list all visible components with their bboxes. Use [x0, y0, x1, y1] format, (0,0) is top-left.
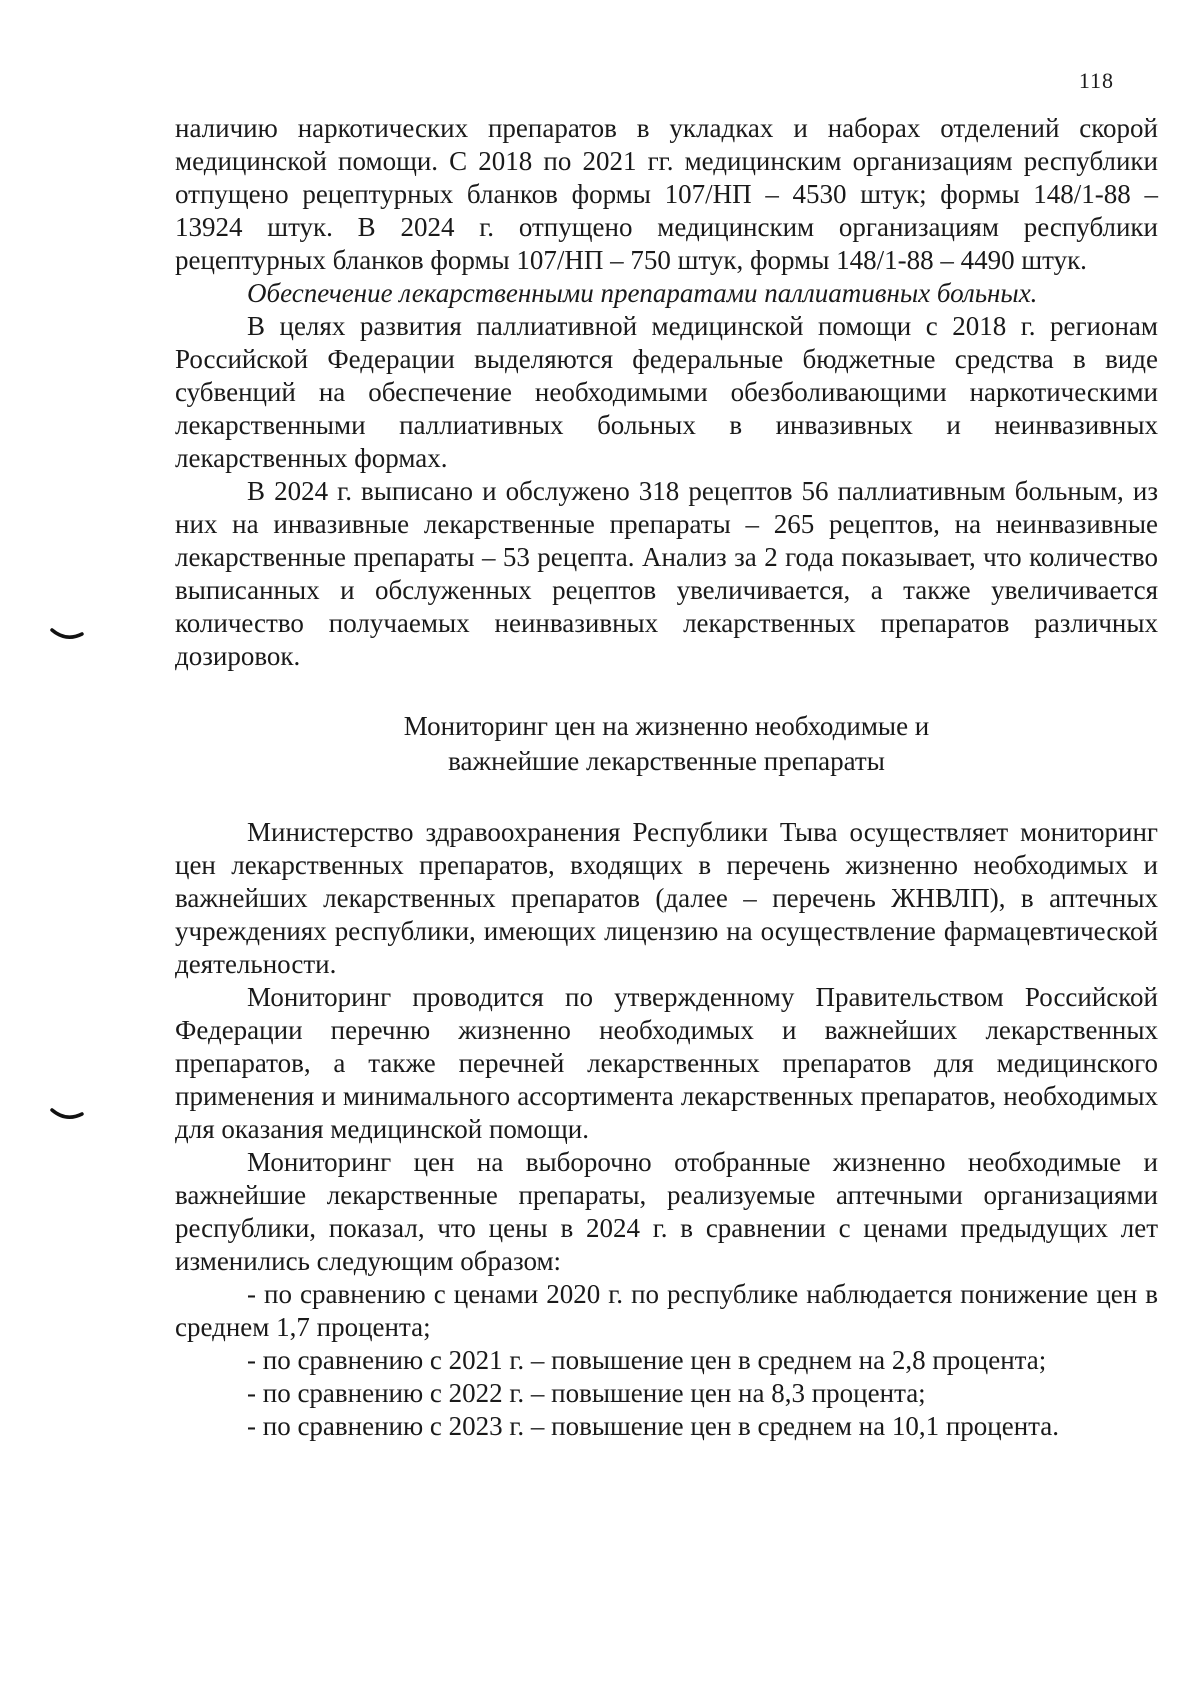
paragraph: В целях развития паллиативной медицинской помощи с 2018 г. регионам Российской Федерации выделяются федеральные бюджетные средства в виде субвенций на обеспечение необходимыми обезболивающими наркотическими лекарственными паллиативных больных в инвазивных и неинвазивных лекарственных формах. — [175, 311, 1158, 473]
section-title-line: Мониторинг цен на жизненно необходимые и — [403, 711, 930, 741]
section-title-line: важнейшие лекарственные препараты — [448, 746, 885, 776]
subheading: Обеспечение лекарственными препаратами паллиативных больных. — [247, 278, 1038, 308]
list-item: - по сравнению с 2022 г. – повышение цен на 8,3 процента; — [247, 1378, 926, 1408]
margin-mark — [50, 1108, 84, 1120]
paragraph: Мониторинг цен на выборочно отобранные жизненно необходимые и важнейшие лекарственные препараты, реализуемые аптечными организациями республики, показал, что цены в 2024 г. в сравнении с ценами предыдущих лет изменились следующим образом: — [175, 1147, 1158, 1276]
paragraph: Мониторинг проводится по утвержденному Правительством Российской Федерации перечню жизненно необходимых и важнейших лекарственных препаратов, а также перечней лекарственных препаратов для медицинского применения и минимального ассортимента лекарственных препаратов, необходимых для оказания медицинской помощи. — [175, 982, 1158, 1144]
section-title — [175, 709, 1158, 779]
document-body — [175, 112, 1158, 1443]
paragraph: Министерство здравоохранения Республики Тыва осуществляет мониторинг цен лекарственных препаратов, входящих в перечень жизненно необходимых и важнейших лекарственных препаратов (далее – перечень ЖНВЛП), в аптечных учреждениях республики, имеющих лицензию на осуществление фармацевтической деятельности. — [175, 817, 1158, 979]
paragraph: В 2024 г. выписано и обслужено 318 рецептов 56 паллиативным больным, из них на инвазивные лекарственные препараты – 265 рецептов, на неинвазивные лекарственные препараты – 53 рецепта. Анализ за 2 года показывает, что количество выписанных и обслуженных рецептов увеличивается, а также увеличивается количество получаемых неинвазивных лекарственных препаратов различных дозировок. — [175, 476, 1158, 671]
paragraph: наличию наркотических препаратов в укладках и наборах отделений скорой медицинской помощи. С 2018 по 2021 гг. медицинским организациям республики отпущено рецептурных бланков формы 107/НП – 4530 штук; формы 148/1-88 – 13924 штук. В 2024 г. отпущено медицинским организациям республики рецептурных бланков формы 107/НП – 750 штук, формы 148/1-88 – 4490 штук. — [175, 113, 1158, 275]
list-item: - по сравнению с 2023 г. – повышение цен в среднем на 10,1 процента. — [247, 1411, 1060, 1441]
list-item: - по сравнению с 2021 г. – повышение цен в среднем на 2,8 процента; — [247, 1345, 1047, 1375]
page-number: 118 — [1078, 68, 1114, 93]
margin-mark — [50, 628, 84, 640]
list-item: - по сравнению с ценами 2020 г. по республике наблюдается понижение цен в среднем 1,7 процента; — [175, 1279, 1158, 1342]
